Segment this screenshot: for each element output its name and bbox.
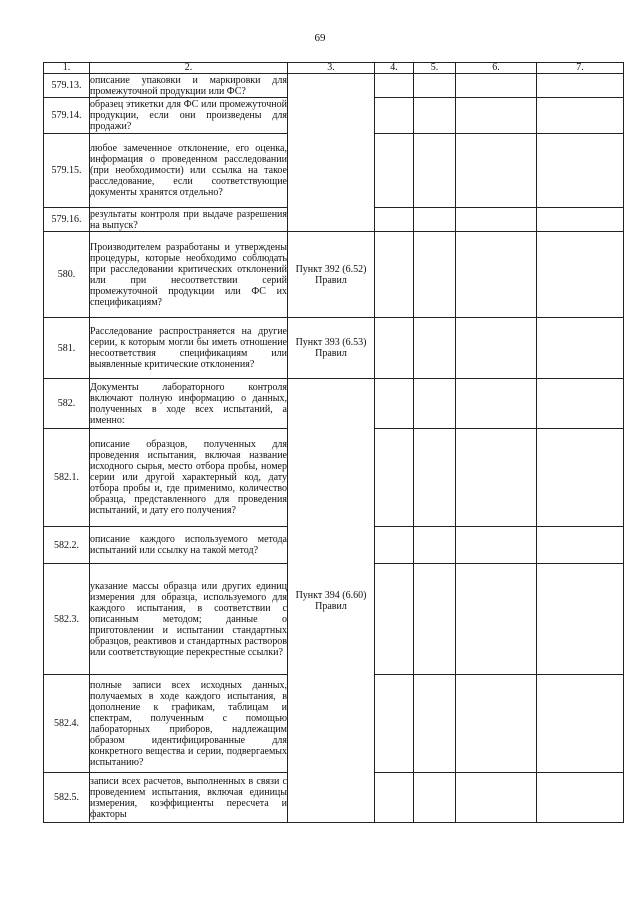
column-header-7: 7. bbox=[537, 63, 624, 74]
cell-col6 bbox=[456, 564, 537, 675]
cell-col7 bbox=[537, 74, 624, 98]
row-question: указание массы образца или других единиц измерения для образца, используемого для каждого испытания, в соответствии с описанным методом; данные о приготовлении и испытании стандартных образцов, реактивов и стандартных растворов или соответствующие перекрестные ссылки? bbox=[90, 564, 288, 675]
row-question: Производителем разработаны и утверждены процедуры, которые необходимо соблюдать при расследовании критических отклонений или при несоответствии серий промежуточной продукции или ФС их спецификациям? bbox=[90, 232, 288, 318]
cell-col4 bbox=[375, 675, 414, 773]
row-number: 582.4. bbox=[44, 675, 90, 773]
column-header-1: 1. bbox=[44, 63, 90, 74]
column-header-5: 5. bbox=[414, 63, 456, 74]
table-row bbox=[44, 318, 624, 379]
cell-col4 bbox=[375, 379, 414, 429]
row-reference: Пункт 393 (6.53) Правил bbox=[288, 318, 375, 379]
cell-col5 bbox=[414, 232, 456, 318]
cell-col7 bbox=[537, 134, 624, 208]
table-row bbox=[44, 74, 624, 98]
cell-col7 bbox=[537, 232, 624, 318]
cell-col4 bbox=[375, 232, 414, 318]
cell-col7 bbox=[537, 429, 624, 527]
page-number: 69 bbox=[314, 32, 326, 44]
cell-col7 bbox=[537, 379, 624, 429]
row-question: описание образцов, полученных для проведения испытания, включая название исходного сырья, место отбора пробы, номер серии или другой характерный код, дату отбора пробы и, где применимо, количество образца, представленного для проведения испытаний, и дату его получения? bbox=[90, 429, 288, 527]
cell-col5 bbox=[414, 318, 456, 379]
cell-col4 bbox=[375, 527, 414, 564]
row-reference: Пункт 394 (6.60) Правил bbox=[288, 379, 375, 823]
cell-col7 bbox=[537, 675, 624, 773]
cell-col4 bbox=[375, 134, 414, 208]
header-row bbox=[44, 63, 624, 74]
column-header-4: 4. bbox=[375, 63, 414, 74]
cell-col4 bbox=[375, 98, 414, 134]
cell-col6 bbox=[456, 527, 537, 564]
row-question: описание упаковки и маркировки для промежуточной продукции или ФС? bbox=[90, 74, 287, 97]
cell-col4 bbox=[375, 773, 414, 823]
cell-col6 bbox=[456, 318, 537, 379]
row-number: 582. bbox=[44, 379, 90, 429]
cell-col4 bbox=[375, 208, 414, 232]
row-number: 579.16. bbox=[44, 208, 90, 232]
row-question: образец этикетки для ФС или промежуточной продукции, если они произведены для продажи? bbox=[90, 99, 287, 132]
cell-col7 bbox=[537, 527, 624, 564]
cell-col5 bbox=[414, 134, 456, 208]
cell-col7 bbox=[537, 318, 624, 379]
cell-col7 bbox=[537, 208, 624, 232]
cell-col6 bbox=[456, 98, 537, 134]
column-header-6: 6. bbox=[456, 63, 537, 74]
row-question: описание каждого используемого метода испытаний или ссылку на такой метод? bbox=[90, 527, 288, 564]
row-reference: Пункт 392 (6.52) Правил bbox=[288, 232, 375, 318]
row-number: 579.14. bbox=[44, 98, 90, 134]
cell-col6 bbox=[456, 232, 537, 318]
row-number: 582.5. bbox=[44, 773, 90, 823]
row-number: 582.2. bbox=[44, 527, 90, 564]
cell-col5 bbox=[414, 379, 456, 429]
row-question: Расследование распространяется на другие серии, к которым могли бы иметь отношение несоответствия спецификациям или выявленные критические отклонения? bbox=[90, 318, 288, 379]
row-number: 579.15. bbox=[44, 134, 90, 208]
column-header-2: 2. bbox=[90, 63, 288, 74]
cell-col5 bbox=[414, 208, 456, 232]
row-question: Документы лабораторного контроля включают полную информацию о данных, полученных в ходе всех испытаний, а именно: bbox=[90, 379, 288, 429]
cell-col7 bbox=[537, 98, 624, 134]
row-number: 580. bbox=[44, 232, 90, 318]
cell-col6 bbox=[456, 773, 537, 823]
table-row bbox=[44, 379, 624, 429]
cell-col5 bbox=[414, 429, 456, 527]
cell-col6 bbox=[456, 208, 537, 232]
cell-col5 bbox=[414, 773, 456, 823]
cell-col4 bbox=[375, 564, 414, 675]
cell-col6 bbox=[456, 429, 537, 527]
row-number: 579.13. bbox=[44, 74, 90, 98]
checklist-table bbox=[43, 62, 624, 823]
cell-col4 bbox=[375, 318, 414, 379]
cell-col5 bbox=[414, 675, 456, 773]
cell-col5 bbox=[414, 74, 456, 98]
row-number: 581. bbox=[44, 318, 90, 379]
cell-col5 bbox=[414, 564, 456, 675]
table-row bbox=[44, 232, 624, 318]
column-header-3: 3. bbox=[288, 63, 375, 74]
row-number: 582.1. bbox=[44, 429, 90, 527]
cell-col6 bbox=[456, 379, 537, 429]
cell-col4 bbox=[375, 74, 414, 98]
cell-col6 bbox=[456, 74, 537, 98]
cell-col7 bbox=[537, 564, 624, 675]
row-question: результаты контроля при выдаче разрешения на выпуск? bbox=[90, 208, 287, 231]
row-number: 582.3. bbox=[44, 564, 90, 675]
cell-col5 bbox=[414, 527, 456, 564]
cell-col6 bbox=[456, 675, 537, 773]
row-question: полные записи всех исходных данных, получаемых в ходе каждого испытания, в дополнение к графикам, таблицам и спектрам, полученным с помощью лабораторных приборов, надлежащим образом идентифицированные для конкретного вещества и серии, подвергаемых испытанию? bbox=[90, 675, 288, 773]
cell-col5 bbox=[414, 98, 456, 134]
cell-col4 bbox=[375, 429, 414, 527]
row-question: любое замеченное отклонение, его оценка, информация о проведенном расследовании (при необходимости) или ссылка на такое расследование, если соответствующие документы хранятся отдельно? bbox=[90, 134, 288, 208]
row-question: записи всех расчетов, выполненных в связи с проведением испытания, включая единицы измерения, коэффициенты пересчета и факторы bbox=[90, 773, 288, 823]
row-reference-empty bbox=[288, 74, 375, 232]
cell-col7 bbox=[537, 773, 624, 823]
cell-col6 bbox=[456, 134, 537, 208]
